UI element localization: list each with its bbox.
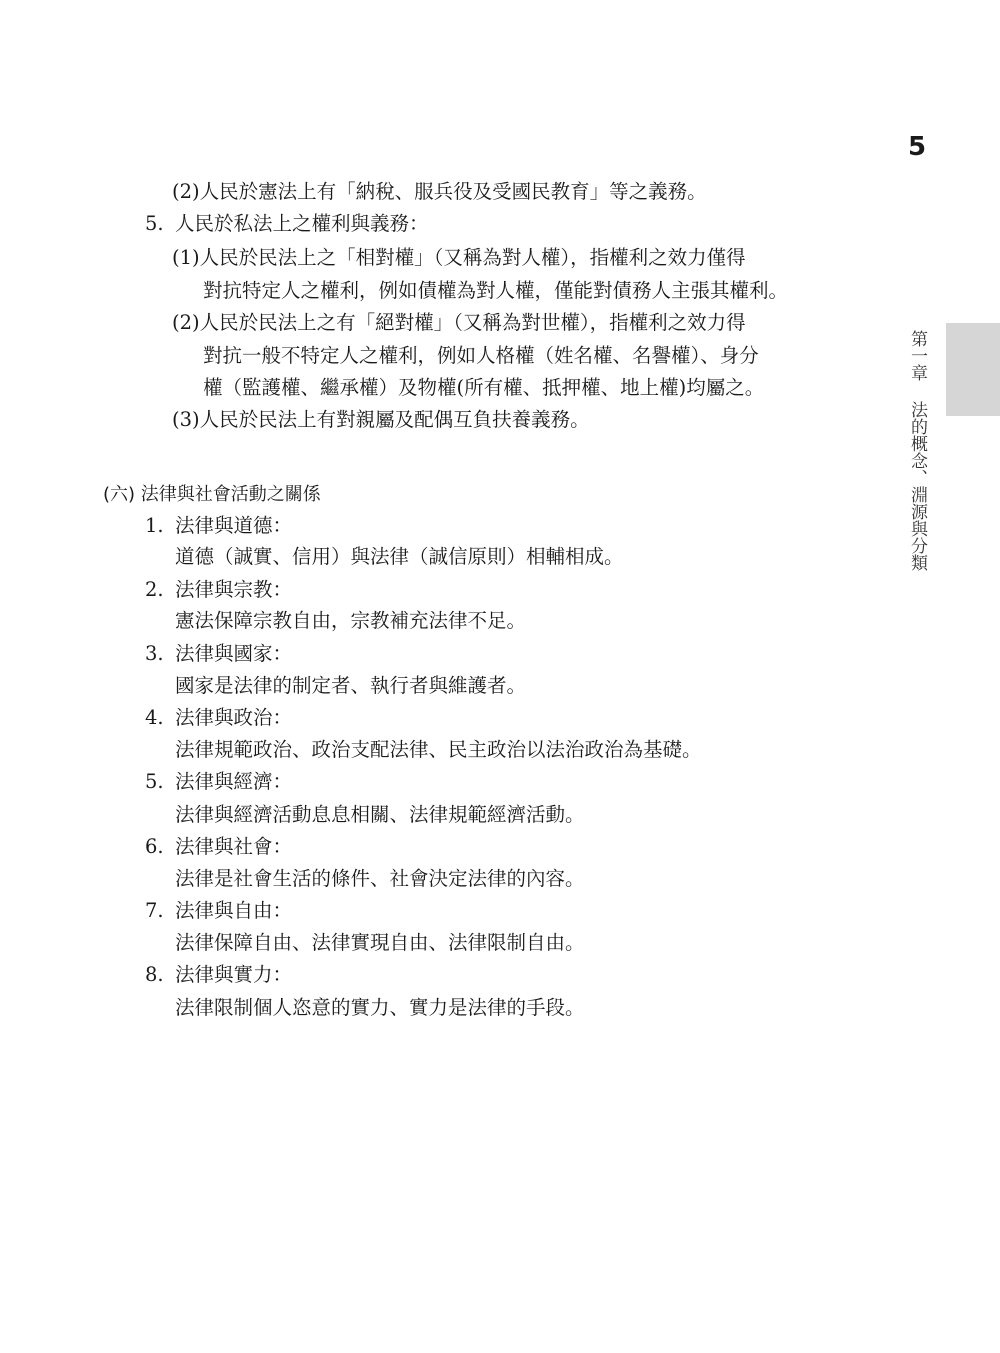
item-number: (2) — [172, 311, 200, 334]
section6-item7-title — [145, 896, 292, 926]
section5-item2-line2: 對抗一般不特定人之權利，例如人格權（姓名權、名譽權）、身分 — [203, 344, 759, 367]
item-text: 人民於憲法上有「納稅、服兵役及受國民教育」等之義務。 — [199, 180, 707, 203]
section5-item1-line1 — [172, 243, 746, 273]
item-title: 法律與國家： — [175, 642, 293, 665]
section6-item2-title — [145, 575, 292, 605]
item-title: 法律與道德： — [175, 514, 293, 537]
item-title: 法律與實力： — [175, 963, 293, 986]
section6-item5-desc: 法律與經濟活動息息相關、法律規範經濟活動。 — [175, 803, 585, 826]
item-number: 7. — [145, 899, 164, 922]
item-number: 2. — [145, 578, 164, 601]
item-text: 人民於民法上之有「絕對權」（又稱為對世權），指權利之效力得 — [199, 311, 746, 334]
item-title: 法律與經濟： — [175, 770, 293, 793]
item-number: (1) — [172, 246, 200, 269]
item-title: 法律與宗教： — [175, 578, 293, 601]
item-number: 4. — [145, 706, 164, 729]
section6-item2-desc: 憲法保障宗教自由，宗教補充法律不足。 — [175, 609, 527, 632]
section6-item4-title — [145, 703, 292, 733]
section6-heading: (六) 法律與社會活動之關係 — [103, 484, 321, 505]
section6-item8-title — [145, 960, 292, 990]
page-number: 5 — [907, 132, 927, 162]
item-title: 法律與政治： — [175, 706, 293, 729]
item-title: 法律與自由： — [175, 899, 293, 922]
item-text: 人民於民法上之「相對權」（又稱為對人權），指權利之效力僅得 — [199, 246, 746, 269]
item-number: (3) — [172, 408, 200, 431]
section6-item6-desc: 法律是社會生活的條件、社會決定法律的內容。 — [175, 867, 585, 890]
section6-item8-desc: 法律限制個人恣意的實力、實力是法律的手段。 — [175, 996, 585, 1019]
section5-item1-line2: 對抗特定人之權利，例如債權為對人權，僅能對債務人主張其權利。 — [203, 279, 789, 302]
section6-item1-title — [145, 511, 292, 541]
item-number: 3. — [145, 642, 164, 665]
section5-number: 5. — [145, 212, 164, 235]
section6-item7-desc: 法律保障自由、法律實現自由、法律限制自由。 — [175, 931, 585, 954]
item-text: 人民於民法上有對親屬及配偶互負扶養義務。 — [199, 408, 590, 431]
item-number: 1. — [145, 514, 164, 537]
item-number: 5. — [145, 770, 164, 793]
chapter-thumb-tab — [946, 323, 1000, 416]
side-chapter-title — [903, 330, 931, 571]
side-chapter-name: 法的概念、淵源與分類 — [907, 401, 927, 571]
section6-item3-title — [145, 639, 292, 669]
section5-title: 人民於私法上之權利與義務： — [175, 212, 429, 235]
section6-item4-desc: 法律規範政治、政治支配法律、民主政治以法治政治為基礎。 — [175, 738, 702, 761]
item-number: 6. — [145, 835, 164, 858]
section6-item3-desc: 國家是法律的制定者、執行者與維護者。 — [175, 674, 527, 697]
continuation-item-2 — [172, 177, 707, 207]
section5-title-line — [145, 209, 429, 239]
item-title: 法律與社會： — [175, 835, 293, 858]
side-chapter-label: 第一章 — [907, 330, 927, 381]
section6-item6-title — [145, 832, 292, 862]
section5-item2-line1 — [172, 308, 746, 338]
item-number: (2) — [172, 180, 200, 203]
section6-item1-desc: 道德（誠實、信用）與法律（誠信原則）相輔相成。 — [175, 545, 624, 568]
section6-item5-title — [145, 767, 292, 797]
section5-item3-line1 — [172, 405, 590, 435]
section5-item2-line3: 權（監護權、繼承權）及物權(所有權、抵押權、地上權)均屬之。 — [203, 376, 765, 399]
item-number: 8. — [145, 963, 164, 986]
